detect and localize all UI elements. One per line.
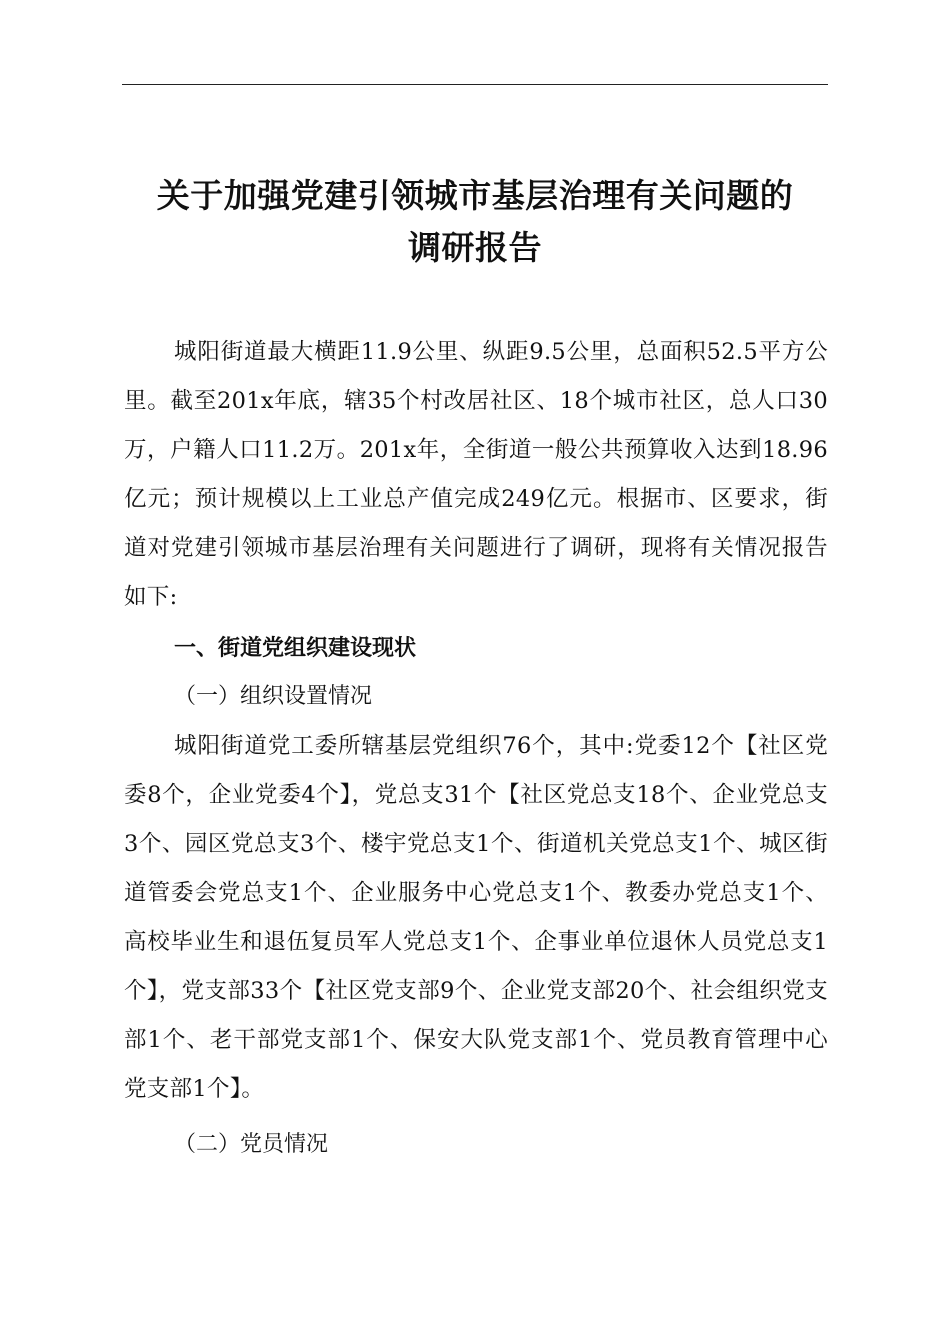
section-heading-1: 一、街道党组织建设现状 bbox=[174, 636, 417, 661]
intro-paragraph: 城阳街道最大横距11.9公里、纵距9.5公里，总面积52.5平方公里。截至201x年底，辖35个村改居社区、18个城市社区，总人口30万，户籍人口11.2万。201x年，全街道一般公共预算收入达到18.96亿元；预计规模以上工业总产值完成249亿元。根据市、区要求，街道对党建引领城市基层治理有关问题进行了调研，现将有关情况报告如下: bbox=[124, 339, 828, 610]
header-rule bbox=[122, 84, 828, 85]
subsection-heading-2: （二）党员情况 bbox=[174, 1132, 329, 1157]
subsection-heading-1: （一）组织设置情况 bbox=[174, 684, 373, 709]
title-line-1: 关于加强党建引领城市基层治理有关问题的 bbox=[156, 176, 794, 215]
organization-paragraph: 城阳街道党工委所辖基层党组织76个，其中:党委12个【社区党委8个，企业党委4个】，党总支31个【社区党总支18个、企业党总支3个、园区党总支3个、楼宇党总支1个、街道机关党总支1个、城区街道管委会党总支1个、企业服务中心党总支1个、教委办党总支1个、高校毕业生和退伍复员军人党总支1个、企事业单位退休人员党总支1个】，党支部33个【社区党支部9个、企业党支部20个、社会组织党支部1个、老干部党支部1个、保安大队党支部1个、党员教育管理中心党支部1个】。 bbox=[124, 733, 828, 1102]
document-title bbox=[100, 170, 850, 274]
title-line-2: 调研报告 bbox=[408, 228, 542, 267]
